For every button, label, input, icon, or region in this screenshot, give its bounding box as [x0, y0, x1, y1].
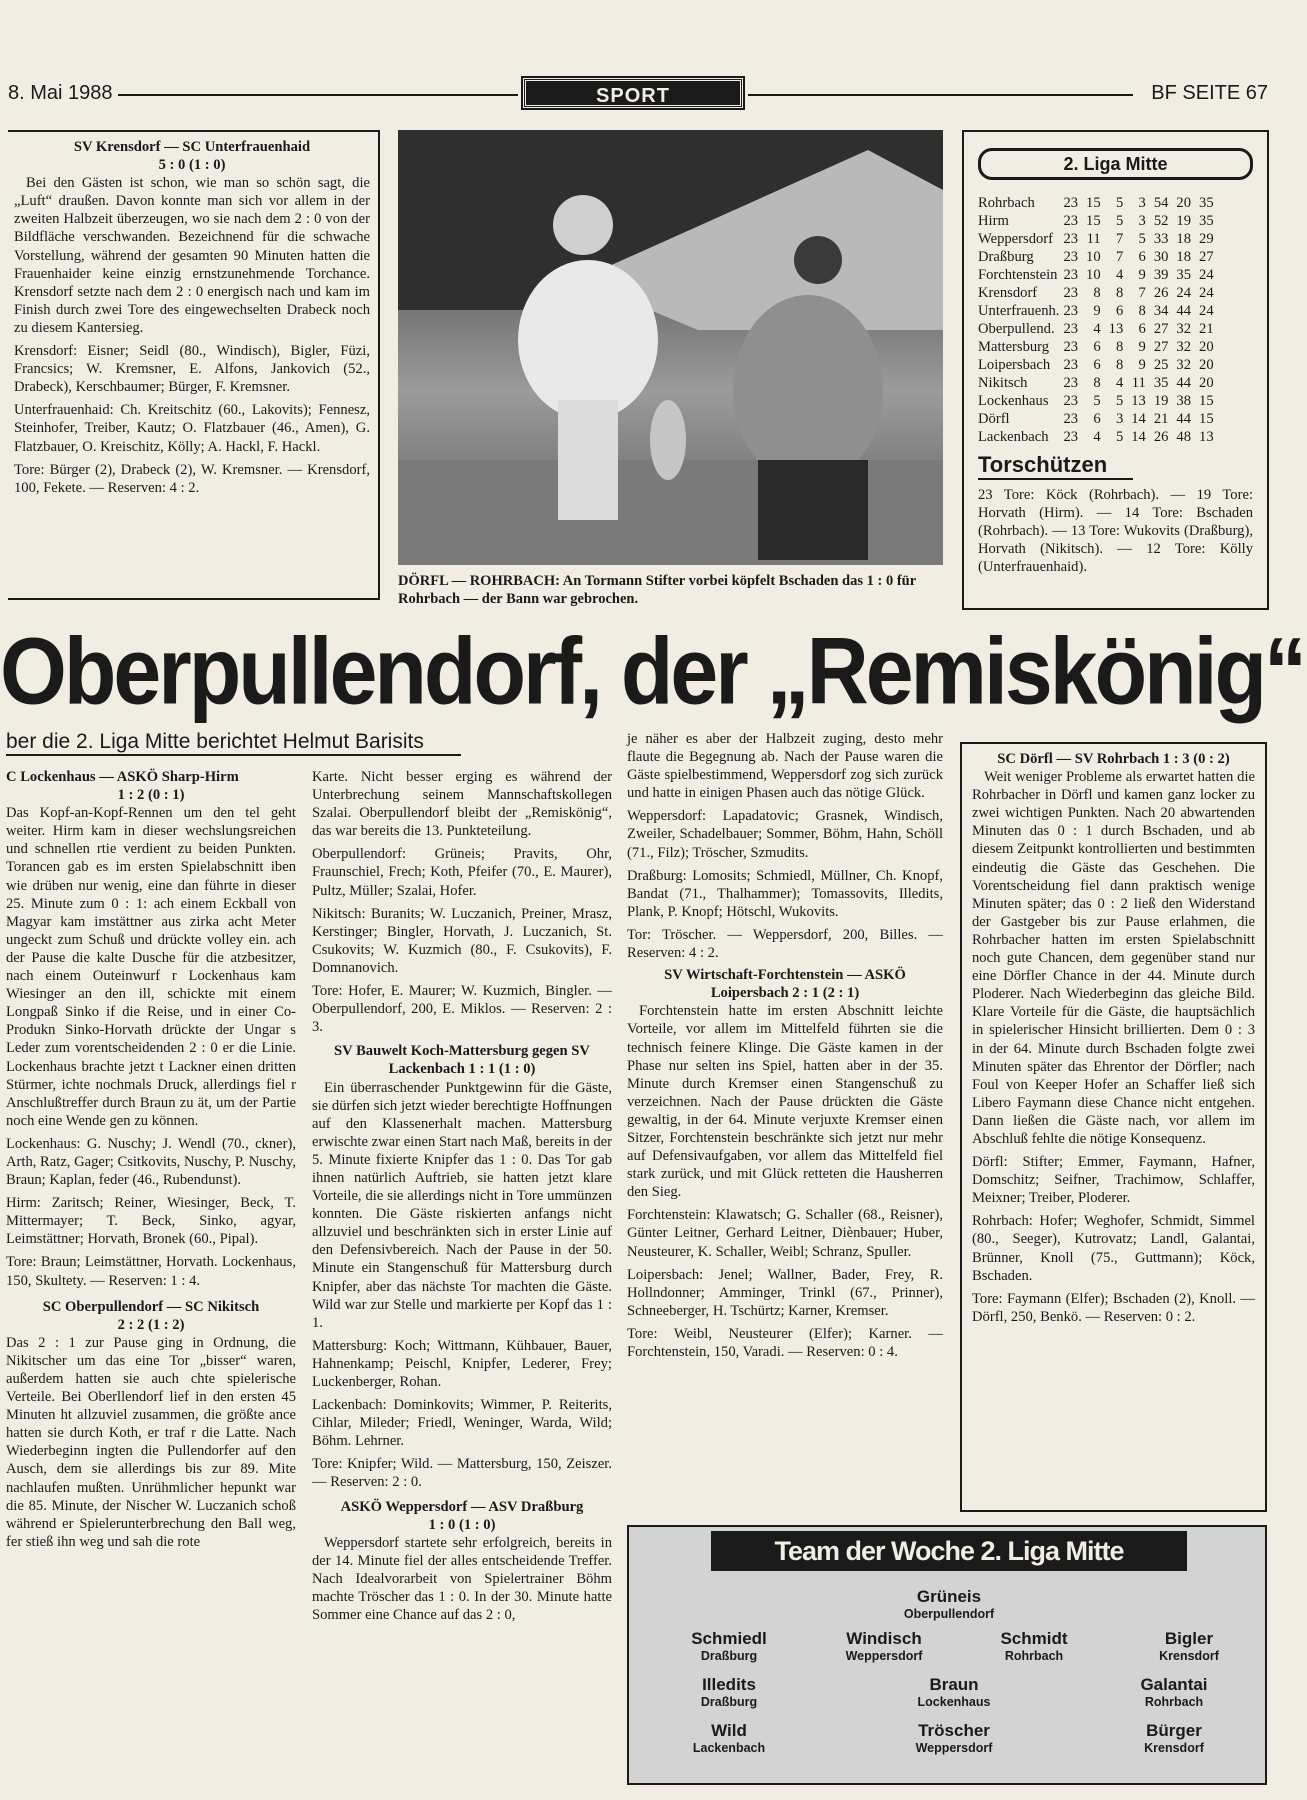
player-club: Oberpullendorf [903, 1607, 995, 1621]
stat-cell: 35 [1176, 267, 1192, 283]
byline: ber die 2. Liga Mitte berichtet Helmut Barisits [6, 730, 461, 756]
goals-line: Tore: Braun; Leimstättner, Horvath. Lockenhaus, 150, Skultety. — Reserven: 1 : 4. [6, 1254, 296, 1289]
table-row [978, 392, 1222, 410]
lineup: Draßburg: Lomosits; Schmiedl, Müllner, Ch. Knopf, Bandat (71., Thalhammer); Tomassovits, Illedits, Plank, P. Knopf; Hötschl, Wukovits. [627, 867, 943, 920]
header-rule-left [118, 94, 518, 96]
stat-cell: 23 [1063, 339, 1079, 355]
article-body: Weit weniger Probleme als erwartet hatten die Rohrbacher in Dörfl und kamen ganz locker zu zwei wichtigen Punkten. Nach 20 abwartenden Minuten das 0 : 1 durch Bschaden, und ab diesem Zeitpunkt kontrollierten und bestimmten eindeutig die Gäste das Geschehen. Die Vorentscheidung fiel dann praktisch wenige Minuten später; das 0 : 2 ließ den Widerstand der Gastgeber bis zur Pause erlahmen, die Rohrbacher hatten im ersten Spielabschnitt noch gute Chancen, dem gegenüber stand nur eine Dörfler Chance in der 44. Minute durch Ploderer. Nach Wiederbeginn das gleiche Bild. Klare Vorteile für die Gäste, die hauptsächlich in spielerischer Hinsicht brillierten. Dem 0 : 3 in der 64. Minute durch Bschaden folgte zwei Minuten später das Ehrentor der Dörfler; nach Foul von Keeper Hofer an Schaffer ließ sich Libero Faymann diese Chance nicht entgehen. Dann ließen die Gäste nach, vor allem im Abschluß fehlte die nötige Konsequenz. [972, 769, 1255, 1147]
team-title: Team der Woche 2. Liga Mitte [711, 1531, 1187, 1571]
lineup-krensdorf: Krensdorf: Eisner; Seidl (80., Windisch), Bigler, Füzi, Francsics; W. Kremsner, E. Alfons, Jankovich (52., Drabeck), Kerschbaumer; Bürger, F. Kremsner. [14, 343, 370, 396]
section-label: SPORT [523, 78, 743, 108]
table-row [978, 428, 1222, 446]
lineup: Weppersdorf: Lapadatovic; Grasnek, Windisch, Zweiler, Schadelbauer; Sommer, Böhm, Hahn, Schöll (71., Filz); Tröscher, Szmudits. [627, 808, 943, 861]
stat-cell: 35 [1199, 213, 1214, 229]
stat-cell: 21 [1199, 321, 1214, 337]
stat-cell: 13 [1108, 321, 1124, 337]
lineup: Loipersbach: Jenel; Wallner, Bader, Frey, R. Hollndonner; Amminger, Trinkl (67., Prinner), Schneeberger, H. Tschürtz; Karner, Kremser. [627, 1266, 943, 1319]
player-club: Weppersdorf [845, 1649, 923, 1663]
stat-cell: 6 [1093, 339, 1101, 355]
team-name: Nikitsch [978, 375, 1028, 391]
stat-cell: 54 [1153, 195, 1169, 211]
stat-cell: 3 [1115, 411, 1124, 427]
stat-cell: 26 [1153, 285, 1169, 301]
player-name: Grüneis [916, 1587, 982, 1606]
stat-cell: 8 [1115, 357, 1124, 373]
stat-cell: 24 [1176, 285, 1192, 301]
stat-cell: 39 [1153, 267, 1169, 283]
table-row [978, 320, 1222, 338]
stat-cell: 30 [1153, 249, 1169, 265]
stat-cell: 44 [1176, 303, 1192, 319]
match-title: SC Dörfl — SV Rohrbach 1 : 3 (0 : 2) [997, 751, 1230, 767]
stat-cell: 5 [1115, 195, 1124, 211]
stat-cell: 9 [1138, 267, 1146, 283]
stat-cell: 6 [1138, 249, 1146, 265]
stat-cell: 18 [1176, 249, 1192, 265]
article-body: Ein überraschender Punktgewinn für die Gäste, sie dürfen sich jetzt wieder berechtigte Hoffnungen auf den Klassenerhalt machen. Mattersburg erwischte zwar einen Start nach Maß, bereits in der 5. Minute fixierte Knipfer das 1 : 0. Das Tor gab ihnen natürlich Auftrieb, sie hatten jetzt klare Vorteile, die sie allerdings nicht in Tore ummünzen konnten. Die Gäste riskierten anfangs nicht allzuviel und beschränkten sich in erster Linie auf den Defensivbereich. Nach der Pause in der 50. Minute ein Stangenschuß für Mattersburg durch Knipfer, aber das nächste Tor machten die Gäste. Wild war zur Stelle und markierte per Kopf das 1 : 1. [312, 1079, 612, 1331]
stat-cell: 10 [1086, 267, 1101, 283]
photo-illustration [398, 130, 943, 565]
player-club: Krensdorf [1144, 1741, 1204, 1755]
stat-cell: 7 [1138, 285, 1146, 301]
player-name: Braun [929, 1675, 979, 1694]
player-club: Krensdorf [1159, 1649, 1219, 1663]
lineup: Rohrbach: Hofer; Weghofer, Schmidt, Simmel (80., Seeger), Kutrovatz; Landl, Galantai, Brünner, Knoll (75., Guttmann); Köck, Bschaden. [972, 1213, 1255, 1284]
match-score: 1 : 0 (1 : 0) [428, 1516, 496, 1533]
league-table-box [962, 130, 1269, 610]
stat-cell: 19 [1176, 213, 1192, 229]
table-row [978, 410, 1222, 428]
match-title: SV Wirtschaft-Forchtenstein — ASKÖ Loipersbach 2 : 1 (2 : 1) [664, 967, 906, 1002]
stat-cell: 32 [1176, 357, 1192, 373]
stat-cell: 52 [1153, 213, 1169, 229]
stat-cell: 4 [1115, 375, 1124, 391]
match-title: C Lockenhaus — ASKÖ Sharp-Hirm [6, 769, 239, 785]
stat-cell: 4 [1093, 321, 1101, 337]
stat-cell: 33 [1153, 231, 1169, 247]
team-player [874, 1587, 1024, 1621]
stat-cell: 23 [1063, 267, 1079, 283]
stat-cell: 3 [1138, 213, 1146, 229]
article-krensdorf [8, 130, 380, 600]
player-name: Wild [711, 1721, 747, 1740]
stat-cell: 23 [1063, 411, 1079, 427]
lineup: Nikitsch: Buranits; W. Luczanich, Preiner, Mrasz, Kerstinger; Bingler, Horvath, J. Luczanich, St. Csukovits; W. Kuzmich (80., F. Csukovits), F. Domnanovich. [312, 905, 612, 976]
stat-cell: 29 [1199, 231, 1214, 247]
issue-date: 8. Mai 1988 [8, 82, 113, 104]
stat-cell: 23 [1063, 393, 1079, 409]
stat-cell: 23 [1063, 303, 1079, 319]
player-club: Weppersdorf [915, 1741, 993, 1755]
player-club: Lockenhaus [917, 1695, 991, 1709]
match-title: SV Bauwelt Koch-Mattersburg gegen SV Lackenbach 1 : 1 (1 : 0) [334, 1043, 590, 1078]
goals-line: Tore: Bürger (2), Drabeck (2), W. Kremsner. — Krensdorf, 100, Fekete. — Reserven: 4 : 2. [14, 461, 370, 496]
team-name: Loipersbach [978, 357, 1051, 373]
player-name: Schmiedl [691, 1629, 767, 1648]
team-name: Rohrbach [978, 195, 1035, 211]
column-2 [312, 768, 612, 1624]
article-body: Forchtenstein hatte im ersten Abschnitt leichte Vorteile, vor allem im Mittelfeld führten sie die technisch feinere Klinge. Die Gäste kamen in der Phase nur selten ins Spiel, hatten aber in der 35. Minute durch Kremser einen Stangenschuß zu verzeichnen. Nach der Pause drückten die Gäste gewaltig, in der 64. Minute verjuxte Kremser einen Sitzer, Forchtenstein beschränkte sich jetzt nur mehr auf Defensivaufgaben, vor allem das Mittelfeld fiel stark zurück, und mit Glück retteten die Hausherren den Sieg. [627, 1003, 943, 1201]
stat-cell: 21 [1153, 411, 1169, 427]
stat-cell: 26 [1153, 429, 1169, 445]
team-player [654, 1629, 804, 1663]
stat-cell: 6 [1115, 303, 1124, 319]
lineup-unterfrauenhaid: Unterfrauenhaid: Ch. Kreitschitz (60., Lakovits); Fennesz, Steinhofer, Treiber, Kautz; O. Flatzbauer (46., Amen), G. Flatzbauer, O. Kreischitz, Kölly; A. Hackl, F. Hackl. [14, 402, 370, 455]
table-row [978, 266, 1222, 284]
lineup: Forchtenstein: Klawatsch; G. Schaller (68., Reisner), Günter Leitner, Gerhard Leitner, Diènbauer; Huber, Neusteurer, K. Schaller, Weibl; Schranz, Spuller. [627, 1207, 943, 1260]
stat-cell: 10 [1086, 249, 1101, 265]
stat-cell: 6 [1138, 321, 1146, 337]
team-name: Lackenbach [978, 429, 1049, 445]
player-name: Bigler [1164, 1629, 1214, 1648]
lineup: Oberpullendorf: Grüneis; Pravits, Ohr, Fraunschiel, Frech; Koth, Pfeifer (70., E. Maurer), Pultz, Müller; Szalai, Hofer. [312, 846, 612, 899]
stat-cell: 8 [1115, 285, 1124, 301]
table-row [978, 356, 1222, 374]
stat-cell: 32 [1176, 339, 1192, 355]
stat-cell: 23 [1063, 429, 1079, 445]
match-title: ASKÖ Weppersdorf — ASV Draßburg [340, 1498, 584, 1515]
team-name: Krensdorf [978, 285, 1038, 301]
stat-cell: 23 [1063, 285, 1079, 301]
match-photo [398, 130, 943, 565]
player-name: Windisch [846, 1629, 922, 1648]
lineup: Hirm: Zaritsch; Reiner, Wiesinger, Beck, T. Mittermayer; T. Beck, Sinko, agyar, Leimstättner; Horvath, Bronek (60., Pipal). [6, 1195, 296, 1248]
page-header [8, 78, 1268, 112]
stat-cell: 27 [1153, 321, 1169, 337]
stat-cell: 14 [1131, 429, 1146, 445]
stat-cell: 14 [1131, 411, 1146, 427]
team-name: Dörfl [978, 411, 1010, 427]
stat-cell: 44 [1176, 411, 1192, 427]
team-player [1099, 1675, 1249, 1709]
stat-cell: 15 [1086, 195, 1101, 211]
player-club: Draßburg [700, 1695, 758, 1709]
team-name: Lockenhaus [978, 393, 1049, 409]
player-name: Illedits [702, 1675, 756, 1694]
article-body: Bei den Gästen ist schon, wie man so schön sagt, die „Luft“ draußen. Davon konnte man sich vor allem in der zweiten Halbzeit überzeugen, wo sie nach dem 2 : 0 von der Bildfläche verschwanden. Bezeichnend für die schwache Vorstellung, während der gesamten 90 Minuten hatten die Frauenhaider keine einzig ernstzunehmende Torchance. Krensdorf setzte nach dem 2 : 0 energisch nach und kam im Finish durch zwei Tore des eingewechselten Drabeck noch zu diesem Kantersieg. [14, 175, 370, 336]
stat-cell: 11 [1086, 231, 1101, 247]
match-title: SV Krensdorf — SC Unterfrauenhaid [73, 139, 311, 155]
stat-cell: 34 [1153, 303, 1169, 319]
stat-cell: 8 [1138, 303, 1146, 319]
table-row [978, 374, 1222, 392]
table-row [978, 194, 1222, 212]
lineup: Mattersburg: Koch; Wittmann, Kühbauer, Bauer, Hahnenkamp; Peischl, Knipfer, Lederer, Frey; Luckenberger, Rohan. [312, 1337, 612, 1390]
player-name: Galantai [1140, 1675, 1208, 1694]
table-row [978, 230, 1222, 248]
match-score: 2 : 2 (1 : 2) [117, 1316, 185, 1333]
lineup: Dörfl: Stifter; Emmer, Faymann, Hafner, Domschitz; Seifner, Trachimow, Schlaffer, Meixner; Treiber, Ploderer. [972, 1154, 1255, 1207]
team-player [1099, 1721, 1249, 1755]
team-name: Weppersdorf [978, 231, 1054, 247]
stat-cell: 5 [1138, 231, 1146, 247]
photo-caption: DÖRFL — ROHRBACH: An Tormann Stifter vorbei köpfelt Bschaden das 1 : 0 für Rohrbach — der Bann war gebrochen. [398, 573, 916, 607]
article-body: Das 2 : 1 zur Pause ging in Ordnung, die Nikitscher um das eine Tor „bisser“ waren, außerdem hatten sie auch chte spielerische Verteile. Bei Oberllendorf lief in den ersten 45 Minuten ht allzuviel zusammen, die größte ance hatten sie durch Koth, er traf r die Latte. Nach Wiederbeginn ingten die Pullendorfer auf den Ausch, dem sie allerdings bis zur 89. Mite nachlaufen mußten. Unrühmlicher hepunkt war die 85. Minute, der Nischer W. Luczanich schoß während er Spielerunterbrechung den Ball weg, fer stieß ihn weg und sah die rote [6, 1334, 296, 1550]
team-player [809, 1629, 959, 1663]
stat-cell: 19 [1153, 393, 1169, 409]
table-row [978, 284, 1222, 302]
stat-cell: 6 [1093, 357, 1101, 373]
player-name: Schmidt [1000, 1629, 1068, 1648]
league-table [978, 194, 1222, 446]
team-name: Hirm [978, 213, 1009, 229]
page-number: BF SEITE 67 [1151, 82, 1268, 104]
table-row [978, 248, 1222, 266]
stat-cell: 7 [1115, 231, 1124, 247]
stat-cell: 9 [1138, 357, 1146, 373]
stat-cell: 4 [1093, 429, 1101, 445]
match-title: SC Oberpullendorf — SC Nikitsch [42, 1298, 260, 1315]
stat-cell: 23 [1063, 375, 1079, 391]
league-table-title: 2. Liga Mitte [978, 148, 1253, 180]
stat-cell: 23 [1063, 213, 1079, 229]
stat-cell: 15 [1199, 393, 1214, 409]
team-name: Unterfrauenh. [978, 303, 1060, 319]
lineup: Lackenbach: Dominkovits; Wimmer, P. Reiterits, Cihlar, Mileder; Friedl, Weninger, Warda, Wild; Böhm. Lehrner. [312, 1397, 612, 1450]
player-club: Rohrbach [1144, 1695, 1204, 1709]
table-row [978, 302, 1222, 320]
team-of-the-week [627, 1525, 1267, 1785]
article-body: je näher es aber der Halbzeit zuging, desto mehr flaute die Begegnung ab. Nach der Pause waren die Gäste spielbestimmend, Weppersdorf zog sich zurück und hatte in einigen Phasen auch das nötige Glück. [627, 731, 943, 802]
article-body: Das Kopf-an-Kopf-Rennen um den tel geht weiter. Hirm kam in dieser wechslungsreichen und schnellen rtie verdient zu beiden Punkten. Torancen gab es im ersten Spielabschnitt iben wie drüben nur wenig, eine dan führte in dieser 25. Minute zum 0 : 1: ach einem Eckball von Magyar kam imstättner aus zirka acht Meter ungeckt zum Schuß und drückte volley ein. ach der Pause die kalte Dusche für die atzbesitzer, nach einem Outeinwurf r Lockenhaus kam Wiesinger an den ill, schickte mit einem Longpaß Sinko if die Reise, und in einer Co-Produkn Sinko-Horvath drückte der Ungar s Leder zum vorentscheidenden 2 : 0 er die Linie. Lockenhaus brachte jetzt t Lackner einen dritten Stürmer, ichte nochmals Druck, allerdings fiel r Anschlußtreffer durch Braun zu ät, um der Partie noch eine Wende gen zu können. [6, 805, 296, 1129]
stat-cell: 23 [1063, 249, 1079, 265]
stat-cell: 24 [1199, 285, 1214, 301]
stat-cell: 23 [1063, 321, 1079, 337]
team-player [879, 1721, 1029, 1755]
goals-line: Tore: Hofer, E. Maurer; W. Kuzmich, Bingler. — Oberpullendorf, 200, E. Miklos. — Reserven: 2 : 3. [312, 983, 612, 1036]
stat-cell: 5 [1115, 213, 1124, 229]
player-club: Rohrbach [1004, 1649, 1064, 1663]
article-body: Karte. Nicht besser erging es während der Unterbrechung seinem Mannschaftskollegen Szalai. Oberpullendorf bleibt der „Remiskönig“, das war bereits die 13. Punkteteilung. [312, 769, 612, 840]
team-player [654, 1675, 804, 1709]
team-player [959, 1629, 1109, 1663]
team-name: Mattersburg [978, 339, 1050, 355]
stat-cell: 35 [1199, 195, 1214, 211]
player-name: Bürger [1146, 1721, 1202, 1740]
stat-cell: 20 [1199, 375, 1214, 391]
stat-cell: 5 [1093, 393, 1101, 409]
goals-line: Tore: Weibl, Neusteurer (Elfer); Karner. — Forchtenstein, 150, Varadi. — Reserven: 0 : 4. [627, 1325, 943, 1360]
stat-cell: 15 [1199, 411, 1214, 427]
stat-cell: 4 [1115, 267, 1124, 283]
article-body: Weppersdorf startete sehr erfolgreich, bereits in der 14. Minute fiel der alles entscheidende Treffer. Nach Idealvorarbeit von Spielertrainer Böhm machte Tröscher das 1 : 0. In der 30. Minute hatte Sommer eine Chance auf das 2 : 0, [312, 1534, 612, 1624]
team-player [879, 1675, 1029, 1709]
team-player [654, 1721, 804, 1755]
player-name: Tröscher [918, 1721, 990, 1740]
stat-cell: 9 [1138, 339, 1146, 355]
stat-cell: 35 [1153, 375, 1169, 391]
scorers-list: 23 Tore: Köck (Rohrbach). — 19 Tore: Horvath (Hirm). — 14 Tore: Bschaden (Rohrbach). — 13 Tore: Wukovits (Draßburg), Horvath (Nikitsch). — 12 Tore: Kölly (Unterfrauenhaid). [978, 487, 1253, 575]
goals-line: Tore: Faymann (Elfer); Bschaden (2), Knoll. — Dörfl, 250, Benkö. — Reserven: 0 : 2. [972, 1290, 1255, 1325]
stat-cell: 18 [1176, 231, 1192, 247]
match-score: 5 : 0 (1 : 0) [158, 157, 226, 174]
stat-cell: 11 [1131, 375, 1146, 391]
article-doerfl-box [960, 742, 1267, 1512]
team-name: Draßburg [978, 249, 1034, 265]
stat-cell: 7 [1115, 249, 1124, 265]
stat-cell: 9 [1093, 303, 1101, 319]
stat-cell: 8 [1093, 375, 1101, 391]
match-score: 1 : 2 (0 : 1) [117, 787, 185, 804]
stat-cell: 20 [1176, 195, 1192, 211]
lineup: Lockenhaus: G. Nuschy; J. Wendl (70., ckner), Arth, Ratz, Gager; Csitkovits, Nuschy, P. Nuschy, Braun; Kaplan, feder (46., Rubendunst). [6, 1135, 296, 1189]
column-3 [627, 730, 943, 1361]
stat-cell: 5 [1115, 393, 1124, 409]
stat-cell: 32 [1176, 321, 1192, 337]
player-club: Lackenbach [692, 1741, 766, 1755]
stat-cell: 27 [1199, 249, 1214, 265]
stat-cell: 24 [1199, 303, 1214, 319]
goals-line: Tore: Knipfer; Wild. — Mattersburg, 150, Zeiszer. — Reserven: 2 : 0. [312, 1456, 612, 1491]
table-row [978, 338, 1222, 356]
stat-cell: 20 [1199, 357, 1214, 373]
scorers-title: Torschützen [978, 452, 1133, 480]
stat-cell: 13 [1199, 429, 1214, 445]
stat-cell: 5 [1115, 429, 1124, 445]
stat-cell: 8 [1115, 339, 1124, 355]
stat-cell: 8 [1093, 285, 1101, 301]
stat-cell: 23 [1063, 357, 1079, 373]
column-1 [6, 768, 296, 1551]
stat-cell: 20 [1199, 339, 1214, 355]
header-rule-right [748, 94, 1133, 96]
stat-cell: 24 [1199, 267, 1214, 283]
stat-cell: 3 [1138, 195, 1146, 211]
goals-line: Tor: Tröscher. — Weppersdorf, 200, Billes. — Reserven: 4 : 2. [627, 926, 943, 962]
team-player [1114, 1629, 1264, 1663]
table-row [978, 212, 1222, 230]
team-name: Oberpullend. [978, 321, 1055, 337]
stat-cell: 27 [1153, 339, 1169, 355]
stat-cell: 15 [1086, 213, 1101, 229]
stat-cell: 48 [1176, 429, 1192, 445]
stat-cell: 23 [1063, 231, 1079, 247]
stat-cell: 44 [1176, 375, 1192, 391]
team-name: Forchtenstein [978, 267, 1058, 283]
stat-cell: 23 [1063, 195, 1079, 211]
stat-cell: 13 [1131, 393, 1146, 409]
stat-cell: 25 [1153, 357, 1169, 373]
stat-cell: 6 [1093, 411, 1101, 427]
stat-cell: 38 [1176, 393, 1192, 409]
player-club: Draßburg [700, 1649, 758, 1663]
page-title: Oberpullendorf, der „Remiskönig“ [0, 618, 1305, 725]
